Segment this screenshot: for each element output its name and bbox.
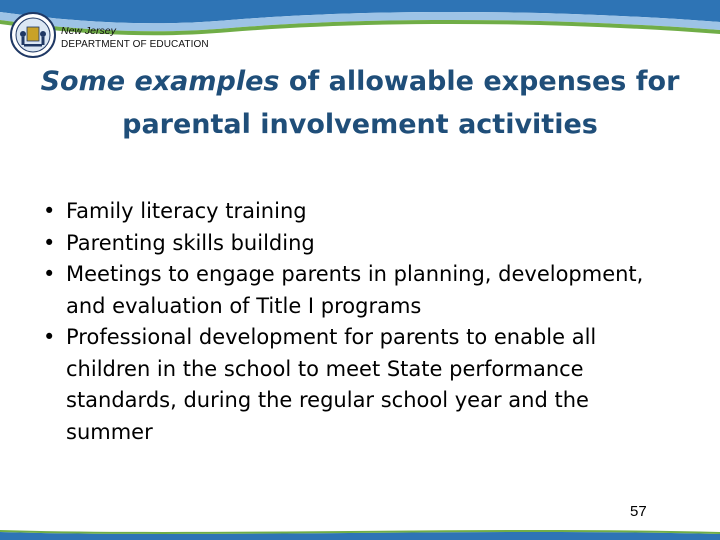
list-item (40, 196, 680, 228)
bullet-text: Family literacy training (66, 199, 307, 223)
organization-name (61, 24, 209, 52)
list-item (40, 228, 680, 260)
slide-title-italic: Some examples (40, 66, 280, 97)
list-item (40, 322, 680, 448)
bullet-list (40, 196, 680, 448)
bullet-marker: • (43, 262, 56, 286)
state-seal-icon (10, 12, 56, 58)
bullet-text: Meetings to engage parents in planning, development, and evaluation of Title I programs (66, 262, 644, 318)
bullet-text: Parenting skills building (66, 230, 315, 255)
org-department: DEPARTMENT OF EDUCATION (61, 39, 209, 50)
bullet-text: Professional development for parents to enable all children in the school to meet State performance standards, during the regular school year and the summer (66, 325, 597, 444)
slide-title (20, 60, 700, 146)
bullet-marker: • (43, 230, 56, 255)
page-number: 57 (630, 503, 647, 520)
org-state: New Jersey (61, 25, 116, 37)
footer-stripe-graphic (0, 528, 720, 540)
bullet-marker: • (43, 325, 56, 349)
bullet-marker: • (43, 199, 56, 223)
list-item (40, 259, 680, 322)
slide-title-rest: of allowable expenses for parental involvement activities (122, 66, 680, 140)
